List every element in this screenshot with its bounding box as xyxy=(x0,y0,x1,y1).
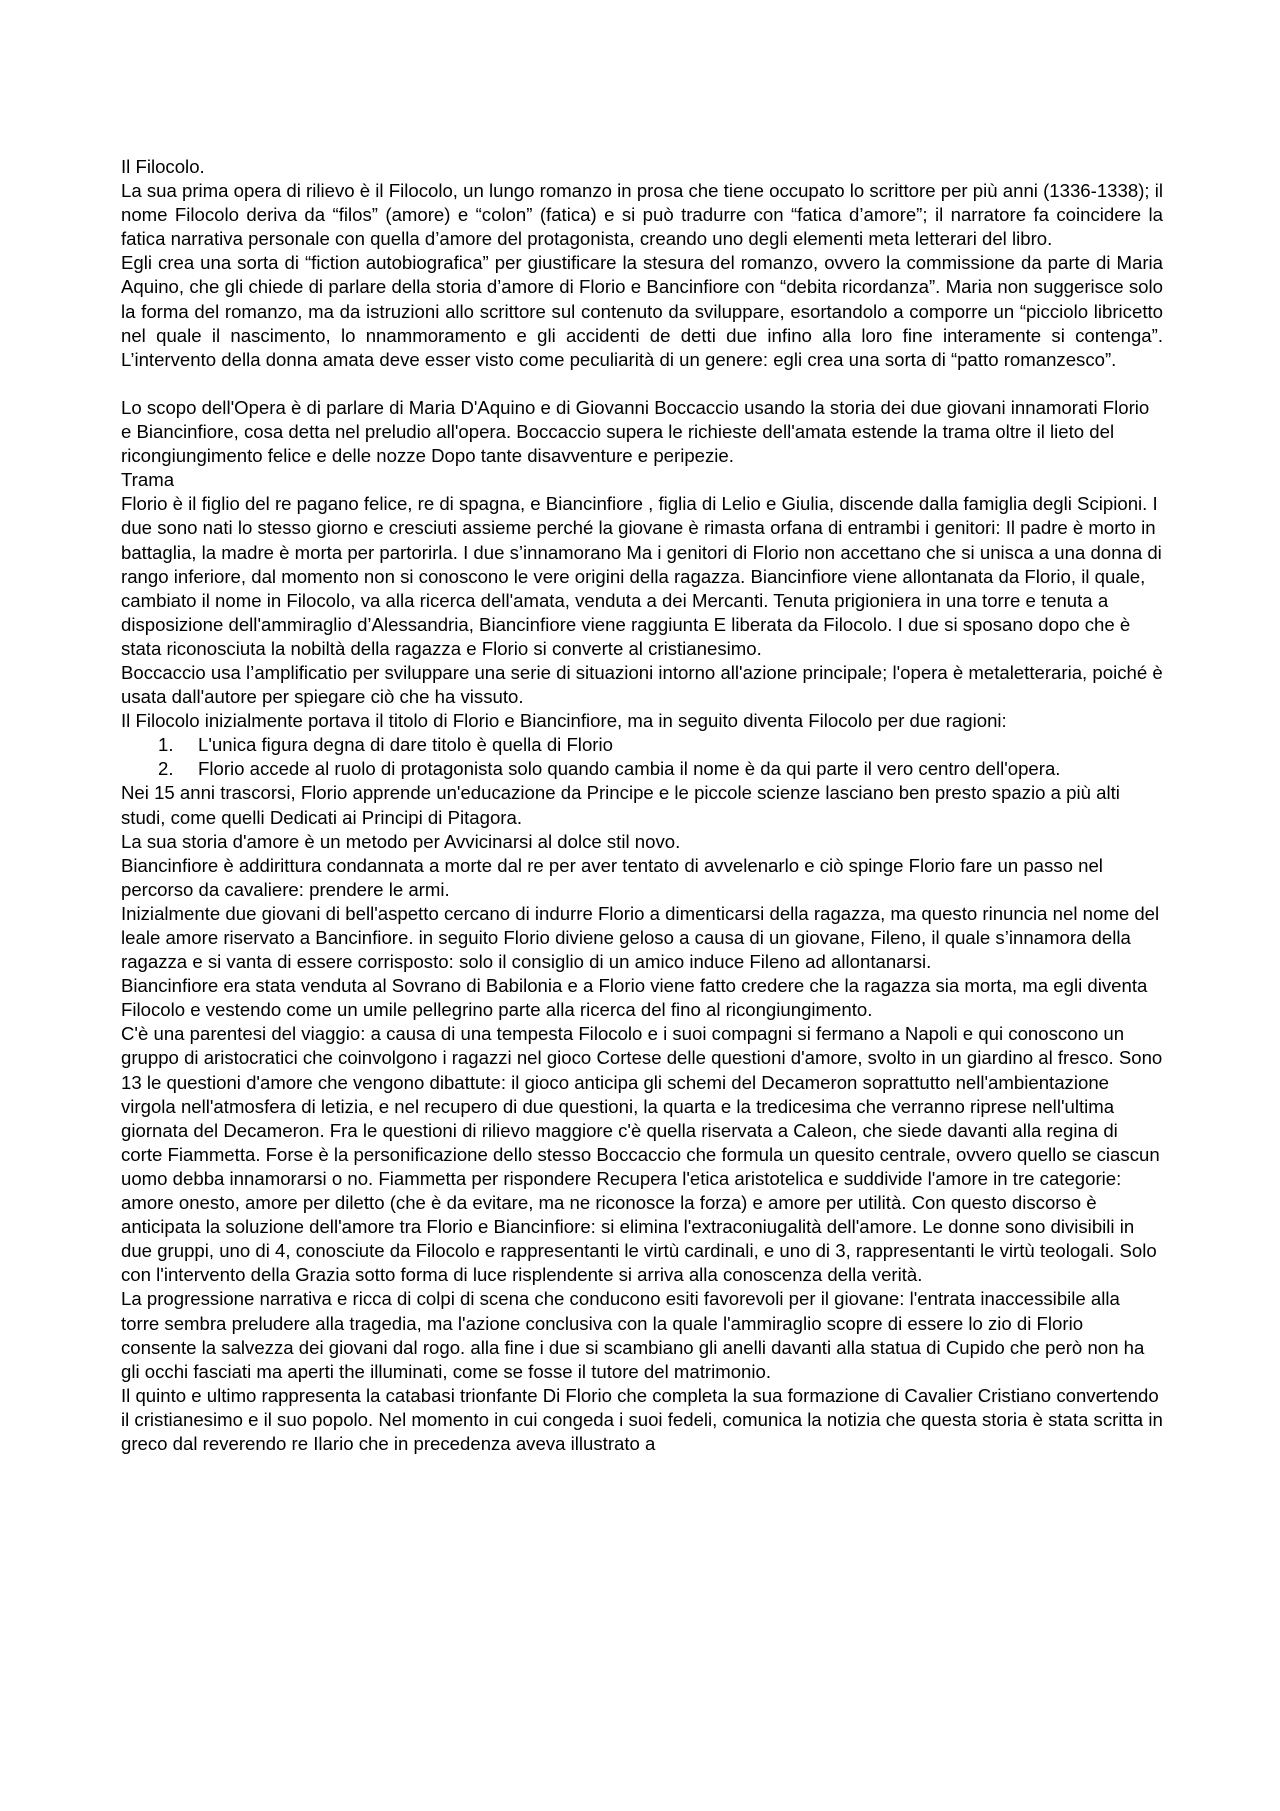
list-item xyxy=(121,757,1163,781)
fiction-paragraph: Egli crea una sorta di “fiction autobiografica” per giustificare la stesura del romanzo, ovvero la commissione da parte di Maria Aquino, che gli chiede di parlare della storia d’amore di Florio e Bancinfiore con “debita ricordanza”. Maria non suggerisce solo la forma del romanzo, ma da istruzioni allo scrittore sul contenuto da sviluppare, esortandolo a comporre un “picciolo libricetto nel quale il nascimento, lo nnammoramento e gli accidenti de detti due infino alla loro fine interamente si contenga”. L’intervento della donna amata deve esser visto come peculiarità di un genere: egli crea una sorta di “patto romanzesco”. xyxy=(121,252,1163,370)
list-number: 1. xyxy=(158,734,174,756)
viaggio-paragraph: C'è una parentesi del viaggio: a causa di una tempesta Filocolo e i suoi compagni si fermano a Napoli e qui conoscono un gruppo di aristocratici che coinvolgono i ragazzi nel gioco Cortese delle questioni d'amore, svolto in un giardino al fresco. Sono 13 le questioni d'amore che vengono dibattute: il gioco anticipa gli schemi del Decameron soprattutto nell'ambientazione virgola nell'atmosfera di letizia, e nel recupero di due questioni, la quarta e la tredicesima che verranno riprese nell'ultima giornata del Decameron. Fra le questioni di rilievo maggiore c'è quella riservata a Caleon, che siede davanti alla regina di corte Fiammetta. Forse è la personificazione dello stesso Boccaccio che formula un quesito centrale, ovvero quello se ciascun uomo debba innamorarsi o no. Fiammetta per rispondere Recupera l'etica aristotelica e suddivide l'amore in tre categorie: amore onesto, amore per diletto (che è da evitare, ma ne riconosce la forza) e amore per utilità. Con questo discorso è anticipata la soluzione dell'amore tra Florio e Biancinfiore: si elimina l'extraconiugalità dell'amore. Le donne sono divisibili in due gruppi, uno di 4, conosciute da Filocolo e rappresentanti le virtù cardinali, e uno di 3, rappresentanti le virtù teologali. Solo con l'intervento della Grazia sotto forma di luce risplendente si arriva alla conoscenza della verità. xyxy=(121,1023,1163,1286)
fileno-paragraph: Inizialmente due giovani di bell'aspetto cercano di indurre Florio a dimenticarsi della ragazza, ma questo rinuncia nel nome del leale amore riservato a Bancinfiore. in seguito Florio diviene geloso a causa di un giovane, Fileno, il quale s’innamora della ragazza e si vanta di essere corrisposto: solo il consiglio di un amico induce Fileno ad allontanarsi. xyxy=(121,902,1160,973)
amplificatio-paragraph: Boccaccio usa l’amplificatio per sviluppare una serie di situazioni intorno all'azione principale; l'opera è metaletteraria, poiché è usata dall'autore per spiegare ciò che ha vissuto. xyxy=(121,661,1163,708)
list-number: 2. xyxy=(158,758,174,780)
stilnovo-paragraph: La sua storia d'amore è un metodo per Avvicinarsi al dolce stil novo. xyxy=(121,830,681,852)
document-body xyxy=(121,155,1163,1456)
quinto-paragraph: Il quinto e ultimo rappresenta la catabasi trionfante Di Florio che completa la sua formazione di Cavalier Cristiano convertendo il cristianesimo e il suo popolo. Nel momento in cui congeda i suoi fedeli, comunica la notizia che questa storia è stata scritta in greco dal reverendo re Ilario che in precedenza aveva illustrato a xyxy=(121,1384,1163,1454)
document-title: Il Filocolo. xyxy=(121,156,205,177)
intro-paragraph: La sua prima opera di rilievo è il Filocolo, un lungo romanzo in prosa che tiene occupato lo scrittore per più anni (1336-1338); il nome Filocolo deriva da “filos” (amore) e “colon” (fatica) e si può tradurre con “fatica d’amore”; il narratore fa coincidere la fatica narrativa personale con quella d’amore del protagonista, creando uno degli elementi meta letterari del libro. xyxy=(121,180,1163,250)
babilonia-paragraph: Biancinfiore era stata venduta al Sovrano di Babilonia e a Florio viene fatto credere che la ragazza sia morta, ma egli diventa Filocolo e vestendo come un umile pellegrino parte alla ricerca del fino al ricongiungimento. xyxy=(121,975,1148,1021)
list-item xyxy=(121,733,1163,757)
titolo-paragraph: Il Filocolo inizialmente portava il titolo di Florio e Biancinfiore, ma in seguito diventa Filocolo per due ragioni: xyxy=(121,710,1007,732)
educazione-paragraph: Nei 15 anni trascorsi, Florio apprende un'educazione da Principe e le piccole scienze lasciano ben presto spazio a più alti studi, come quelli Dedicati ai Principi di Pitagora. xyxy=(121,782,1120,828)
blank-line xyxy=(121,372,1163,396)
trama-paragraph: Florio è il figlio del re pagano felice, re di spagna, e Biancinfiore , figlia di Lelio e Giulia, discende dalla famiglia degli Scipioni. I due sono nati lo stesso giorno e cresciuti assieme perché la giovane è rimasta orfana di entrambi i genitori: Il padre è morto in battaglia, la madre è morta per partorirla. I due s’innamorano Ma i genitori di Florio non accettano che si unisca a una donna di rango inferiore, dal momento non si conoscono le vere origini della ragazza. Biancinfiore viene allontanata da Florio, il quale, cambiato il nome in Filocolo, va alla ricerca dell'amata, venduta a dei Mercanti. Tenuta prigioniera in una torre e tenuta a disposizione dell'ammiraglio d’Alessandria, Biancinfiore viene raggiunta E liberata da Filocolo. I due si sposano dopo che è stata riconosciuta la nobiltà della ragazza e Florio si converte al cristianesimo. xyxy=(121,493,1162,659)
list-text: Florio accede al ruolo di protagonista solo quando cambia il nome è da qui parte il vero centro dell'opera. xyxy=(198,758,1061,780)
condanna-paragraph: Biancinfiore è addirittura condannata a morte dal re per aver tentato di avvelenarlo e ciò spinge Florio fare un passo nel percorso da cavaliere: prendere le armi. xyxy=(121,854,1103,900)
reasons-list xyxy=(121,733,1163,781)
trama-heading: Trama xyxy=(121,469,175,491)
progressione-paragraph: La progressione narrativa e ricca di colpi di scena che conducono esiti favorevoli per il giovane: l'entrata inaccessibile alla torre sembra preludere alla tragedia, ma l'azione conclusiva con la quale l'ammiraglio scopre di essere lo zio di Florio consente la salvezza dei giovani dal rogo. alla fine i due si scambiano gli anelli davanti alla statua di Cupido che però non ha gli occhi fasciati ma aperti the illuminati, come se fosse il tutore del matrimonio. xyxy=(121,1288,1145,1382)
scopo-paragraph: Lo scopo dell'Opera è di parlare di Maria D'Aquino e di Giovanni Boccaccio usando la storia dei due giovani innamorati Florio e Biancinfiore, cosa detta nel preludio all'opera. Boccaccio supera le richieste dell'amata estende la trama oltre il lieto del ricongiungimento felice e delle nozze Dopo tante disavventure e peripezie. xyxy=(121,396,1150,467)
list-text: L'unica figura degna di dare titolo è quella di Florio xyxy=(198,734,613,756)
